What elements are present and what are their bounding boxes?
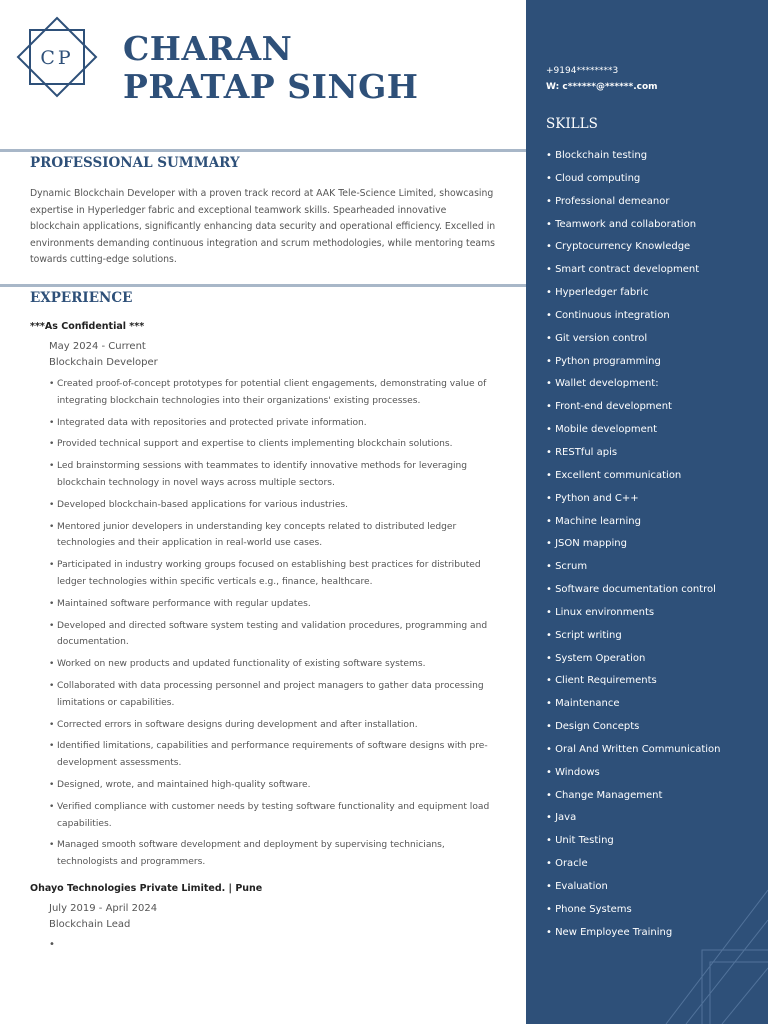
skill-item: • Phone Systems (546, 903, 632, 915)
summary-text: Dynamic Blockchain Developer with a proven track record at AAK Tele-Science Limited, showcasing expertise in Hyperledger fabric and exceptional teamwork skills. Spearheaded innovative blockchain applications, significantly enhancing data security and operational efficiency. Excelled in environments demanding continuous integration and scrum methodologies, while mentoring teams towards cutting-edge solutions. (30, 188, 496, 266)
skill-item: • Change Management (546, 789, 663, 801)
skill-item: • Design Concepts (546, 721, 640, 733)
job-bullet: • Managed smooth software development and deployment by supervising technicians, technologists and programmers. (49, 837, 499, 871)
job-bullet: • Participated in industry working groups focused on establishing best practices for distributed ledger technologies within specific verticals e.g., finance, healthcare. (49, 557, 499, 591)
skill-item: • Blockchain testing (546, 150, 648, 161)
skill-item: • Teamwork and collaboration (546, 218, 697, 230)
summary-title: PROFESSIONAL SUMMARY (30, 155, 240, 171)
skill-item: • Excellent communication (546, 469, 682, 481)
skills-list (546, 147, 721, 947)
name-line-1: CHARAN (123, 29, 293, 68)
skill-item: • Hyperledger fabric (546, 287, 649, 299)
skill-item: • Cryptocurrency Knowledge (546, 241, 691, 253)
job-bullet: • Collaborated with data processing personnel and project managers to gather data processing limitations or capabilities. (49, 678, 499, 712)
job-bullet: • Created proof-of-concept prototypes for potential client engagements, demonstrating value of integrating blockchain technologies into their organizations' existing processes. (49, 376, 499, 410)
monogram-text: CP (40, 47, 74, 69)
skill-item: • Scrum (546, 561, 588, 573)
job-bullet: • Mentored junior developers in understanding key concepts related to distributed ledger technologies and their application in real-world use cases. (49, 519, 499, 553)
job-company: ***As Confidential *** (30, 321, 145, 332)
skill-item: • Software documentation control (546, 584, 716, 596)
job-bullets (49, 376, 499, 876)
job-bullet: • Developed and directed software system testing and validation procedures, programming and documentation. (49, 618, 499, 652)
skill-item: • Cloud computing (546, 172, 641, 184)
skill-item: • Windows (546, 766, 600, 778)
skill-item: • Unit Testing (546, 835, 614, 847)
skill-item: • Machine learning (546, 515, 641, 527)
name-line-2: PRATAP SINGH (123, 67, 419, 106)
skill-item: • Evaluation (546, 881, 608, 892)
skill-item: • Python and C++ (546, 492, 639, 504)
job-bullet: • Developed blockchain-based applications for various industries. (49, 497, 499, 514)
skill-item: • Professional demeanor (546, 195, 670, 207)
skill-item: • Smart contract development (546, 264, 700, 276)
contact-info (546, 63, 658, 95)
skill-item: • Linux environments (546, 606, 655, 618)
skill-item: • Client Requirements (546, 675, 657, 687)
skill-item: • RESTful apis (546, 446, 618, 458)
job-bullet: • Integrated data with repositories and protected private information. (49, 415, 499, 432)
experience-title: EXPERIENCE (30, 290, 133, 306)
section-divider (0, 284, 526, 287)
phone-number: +9194********3 (546, 66, 619, 76)
skill-item: • Oral And Written Communication (546, 743, 721, 755)
skill-item: • Wallet development: (546, 378, 659, 390)
skill-item: • Oracle (546, 858, 588, 870)
job-bullet: • Verified compliance with customer needs by testing software functionality and equipment load capabilities. (49, 799, 499, 833)
job-dates: July 2019 - April 2024 (49, 903, 158, 914)
candidate-name (123, 30, 419, 106)
skill-item: • Python programming (546, 355, 661, 367)
job-bullet: • Provided technical support and expertise to clients implementing blockchain solutions. (49, 436, 499, 453)
skill-item: • Script writing (546, 629, 622, 641)
skill-item: • Maintenance (546, 698, 620, 710)
skill-item: • Java (546, 812, 577, 824)
job-bullet: • Identified limitations, capabilities and performance requirements of software designs with pre-development assessments. (49, 738, 499, 772)
skill-item: • Mobile development (546, 424, 658, 436)
skill-item: • Continuous integration (546, 309, 670, 321)
email-address: W: c******@******.com (546, 82, 658, 92)
skill-item: • New Employee Training (546, 926, 673, 938)
job-dates: May 2024 - Current (49, 341, 146, 352)
job-role: Blockchain Lead (49, 919, 131, 930)
skill-item: • Front-end development (546, 401, 672, 413)
skills-title: SKILLS (546, 116, 598, 132)
section-divider (0, 149, 526, 152)
job-role: Blockchain Developer (49, 357, 158, 368)
skill-item: • Git version control (546, 332, 648, 344)
job-bullet: • Corrected errors in software designs during development and after installation. (49, 717, 499, 734)
job-bullet: • Worked on new products and updated functionality of existing software systems. (49, 656, 499, 673)
empty-bullet: • (49, 939, 55, 950)
monogram-logo (16, 16, 98, 98)
job-bullet: • Maintained software performance with regular updates. (49, 596, 499, 613)
skill-item: • JSON mapping (546, 538, 627, 550)
job-bullet: • Designed, wrote, and maintained high-quality software. (49, 777, 499, 794)
skill-item: • System Operation (546, 652, 646, 664)
job-company: Ohayo Technologies Private Limited. | Pune (30, 883, 263, 894)
job-bullet: • Led brainstorming sessions with teammates to identify innovative methods for leveraging blockchain technology in novel ways across multiple sectors. (49, 458, 499, 492)
